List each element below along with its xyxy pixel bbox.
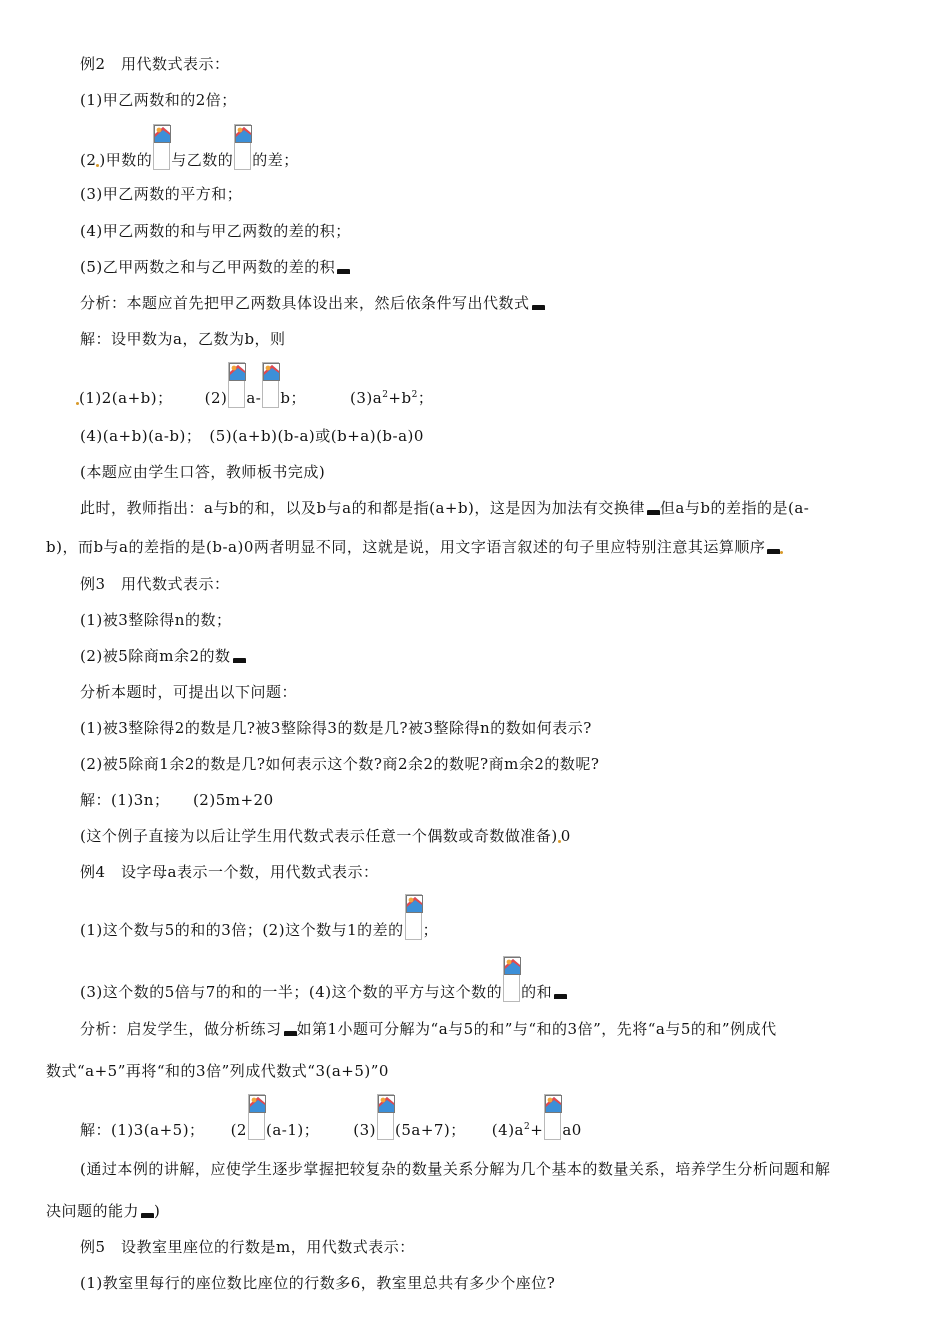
broken-image-placeholder-icon <box>544 1094 561 1140</box>
teacher-remark-text3: b)，而b与a的差指的是(b-a)0两者明显不同，这就是说，用文字语言叙述的句子里应特别注意其运算顺序 <box>46 538 766 556</box>
ex4-note-line1: (通过本例的讲解，应使学生逐步掌握把较复杂的数量关系分解为几个基本的数量关系，培养学生分析问题和解 <box>80 1160 831 1178</box>
ex3-question1: (1)被3整除得2的数是几?被3整除得3的数是几?被3整除得n的数如何表示? <box>80 719 592 737</box>
broken-image-placeholder-icon <box>248 1094 265 1140</box>
ex2-ans2-end: b； <box>280 389 306 407</box>
ex2-q5-text: (5)乙甲两数之和与乙甲两数的差的积 <box>80 258 336 276</box>
ink-mark <box>233 658 246 663</box>
ink-mark <box>647 510 660 515</box>
ex2-q4: (4)甲乙两数的和与甲乙两数的差的积； <box>80 222 351 240</box>
ex4-ans2-text: (a-1)； <box>265 1121 320 1139</box>
ink-mark <box>532 305 545 310</box>
ex4-q1 <box>80 894 438 942</box>
ex2-ans1: (1)2(a+b)； <box>79 389 173 407</box>
ex5-q1: (1)教室里每行的座位数比座位的行数多6，教室里总共有多少个座位? <box>80 1274 556 1292</box>
ex2-ans3-end: ； <box>417 389 434 407</box>
ex2-q2-text1: )甲数的 <box>99 151 153 169</box>
ink-mark <box>141 1213 154 1218</box>
ex3-analysis: 分析本题时，可提出以下问题： <box>80 683 298 701</box>
ex4-title: 例4 设字母a表示一个数，用代数式表示： <box>80 863 379 881</box>
ex3-q2 <box>80 646 246 666</box>
teacher-remark-line2 <box>46 537 783 557</box>
ex4-q1-end: ； <box>422 921 439 939</box>
ex2-solution-lead: 解：设甲数为a，乙数为b，则 <box>80 330 286 348</box>
ex4-solution <box>80 1094 582 1142</box>
ex2-q2-text3: 的差； <box>252 151 299 169</box>
superscript: 2 <box>382 390 389 400</box>
ex3-question2: (2)被5除商1余2的数是几?如何表示这个数?商2余2的数呢?商m余2的数呢? <box>80 755 600 773</box>
ex5-title: 例5 设教室里座位的行数是m，用代数式表示： <box>80 1238 415 1256</box>
ex4-analysis-line1 <box>80 1019 777 1039</box>
ex4-q3-end: 的和 <box>521 983 553 1001</box>
broken-image-placeholder-icon <box>503 956 520 1002</box>
superscript: 2 <box>524 1122 531 1132</box>
ex2-q3: (3)甲乙两数的平方和； <box>80 185 243 203</box>
ink-mark <box>554 994 567 999</box>
ex4-q1-text: (1)这个数与5的和的3倍；(2)这个数与1的差的 <box>80 921 404 939</box>
broken-image-placeholder-icon <box>153 124 170 170</box>
ex3-note <box>80 826 571 846</box>
ink-dot <box>780 551 783 554</box>
broken-image-placeholder-icon <box>262 362 279 408</box>
ex4-ans4-plus: + <box>530 1121 544 1139</box>
ex4-ans3-prefix: (3) <box>353 1121 376 1139</box>
ex4-ans2-prefix: (2 <box>230 1121 247 1139</box>
superscript: 2 <box>411 390 418 400</box>
ex4-ans3-text: (5a+7)； <box>394 1121 466 1139</box>
ex4-ans4-prefix: (4)a <box>491 1121 524 1139</box>
ex2-q1: (1)甲乙两数和的2倍； <box>80 91 237 109</box>
ink-mark <box>284 1031 297 1036</box>
ex4-analysis-text2: 如第1小题可分解为“a与5的和”与“和的3倍”，先将“a与5的和”例成代 <box>296 1020 777 1038</box>
ink-mark <box>767 549 780 554</box>
ex2-answers-row1 <box>76 362 433 410</box>
teacher-remark-text2: 但a与b的差指的是(a- <box>659 499 810 517</box>
ex4-analysis-line2: 数式“a+5”再将“和的3倍”列成代数式“3(a+5)”0 <box>46 1062 389 1080</box>
ex4-note-text: 决问题的能力 <box>46 1202 140 1220</box>
teacher-remark-line1 <box>80 498 809 518</box>
broken-image-placeholder-icon <box>405 894 422 940</box>
ex4-note-end: ) <box>154 1202 161 1220</box>
ex3-title: 例3 用代数式表示： <box>80 575 230 593</box>
ex2-q5 <box>80 257 350 277</box>
ex2-q2-prefix: (2 <box>80 151 97 169</box>
ex4-analysis-text1: 分析：启发学生，做分析练习 <box>80 1020 282 1038</box>
ex3-q1: (1)被3整除得n的数； <box>80 611 232 629</box>
ex2-ans3: (3)a <box>349 389 383 407</box>
ex3-solution: 解：(1)3n； (2)5m+20 <box>80 791 274 809</box>
broken-image-placeholder-icon <box>234 124 251 170</box>
ex2-title: 例2 用代数式表示： <box>80 55 230 73</box>
ex3-q2-text: (2)被5除商m余2的数 <box>80 647 231 665</box>
ex3-note-end: 0 <box>560 827 571 845</box>
teacher-remark-text1: 此时，教师指出：a与b的和，以及b与a的和都是指(a+b)，这是因为加法有交换律 <box>80 499 645 517</box>
ex4-note-line2 <box>46 1201 160 1221</box>
ink-mark <box>337 269 350 274</box>
ex2-answers-row2: (4)(a+b)(a-b)； (5)(a+b)(b-a)或(b+a)(b-a)0 <box>80 427 424 445</box>
ex2-note: (本题应由学生口答，教师板书完成) <box>80 463 326 481</box>
ex2-ans2-prefix: (2) <box>204 389 228 407</box>
ex2-ans2-mid: a- <box>246 389 262 407</box>
ex2-ans3-b: +b <box>388 389 412 407</box>
broken-image-placeholder-icon <box>228 362 245 408</box>
ex2-q2 <box>80 124 299 172</box>
ex2-analysis <box>80 293 545 313</box>
ex2-q2-text2: 与乙数的 <box>171 151 234 169</box>
ex4-q3-text: (3)这个数的5倍与7的和的一半；(4)这个数的平方与这个数的 <box>80 983 503 1001</box>
ex2-analysis-text: 分析：本题应首先把甲乙两数具体设出来，然后依条件写出代数式 <box>80 294 530 312</box>
ex4-q3 <box>80 956 567 1004</box>
ex4-ans1: 解：(1)3(a+5)； <box>80 1121 205 1139</box>
broken-image-placeholder-icon <box>377 1094 394 1140</box>
ex4-ans4-end: a0 <box>562 1121 582 1139</box>
ex3-note-text: (这个例子直接为以后让学生用代数式表示任意一个偶数或奇数做准备) <box>80 827 558 845</box>
